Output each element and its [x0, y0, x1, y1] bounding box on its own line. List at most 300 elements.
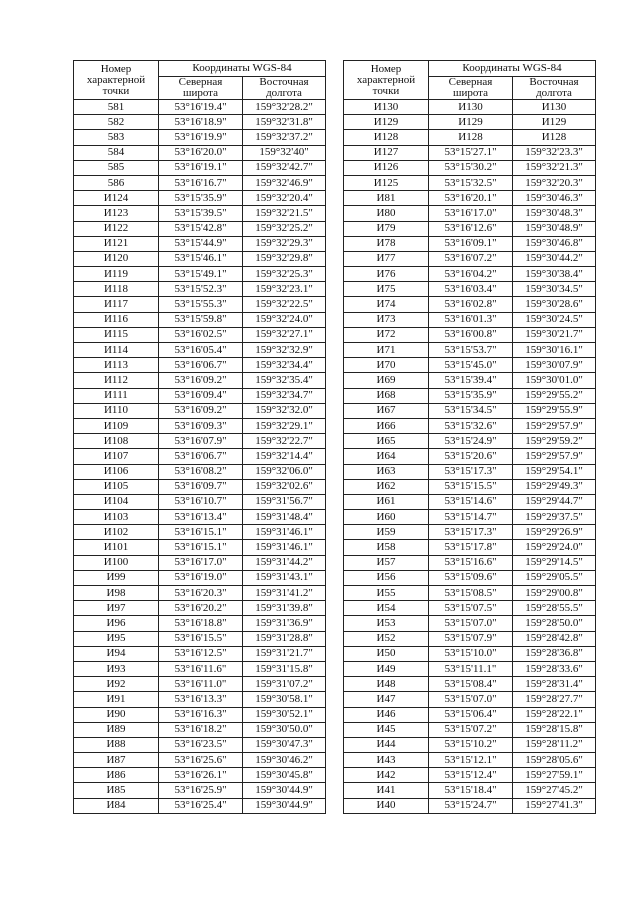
- point-number-cell: И129: [344, 115, 429, 130]
- table-row: [344, 601, 596, 616]
- latitude-cell: 53°15'35.9": [429, 388, 513, 403]
- point-number-cell: И104: [74, 494, 159, 509]
- longitude-header: [513, 77, 596, 100]
- table-row: [74, 737, 326, 752]
- longitude-cell: 159°31'28.8": [243, 631, 326, 646]
- latitude-cell: 53°16'06.7": [159, 358, 243, 373]
- coords-system-header: Координаты WGS-84: [159, 61, 326, 77]
- longitude-cell: 159°31'56.7": [243, 494, 326, 509]
- table-row: [74, 570, 326, 585]
- table-row: [74, 373, 326, 388]
- latitude-cell: 53°15'09.6": [429, 570, 513, 585]
- table-row: [344, 783, 596, 798]
- point-number-cell: 584: [74, 145, 159, 160]
- table-row: [74, 555, 326, 570]
- point-number-cell: И53: [344, 616, 429, 631]
- point-number-cell: И47: [344, 692, 429, 707]
- table-row: [344, 479, 596, 494]
- point-number-cell: И43: [344, 753, 429, 768]
- table-row: [74, 540, 326, 555]
- longitude-cell: 159°29'57.9": [513, 418, 596, 433]
- table-row: [74, 282, 326, 297]
- point-number-cell: И101: [74, 540, 159, 555]
- point-number-cell: И66: [344, 418, 429, 433]
- longitude-cell: 159°32'23.3": [513, 145, 596, 160]
- latitude-cell: 53°15'18.4": [429, 783, 513, 798]
- latitude-header: [429, 77, 513, 100]
- point-number-cell: И41: [344, 783, 429, 798]
- latitude-header-line: Северная: [178, 76, 223, 88]
- table-row: [74, 768, 326, 783]
- longitude-cell: 159°29'00.8": [513, 586, 596, 601]
- point-number-cell: И95: [74, 631, 159, 646]
- table-row: [344, 510, 596, 525]
- table-row: [344, 403, 596, 418]
- table-row: [344, 236, 596, 251]
- latitude-cell: 53°16'16.3": [159, 707, 243, 722]
- longitude-cell: 159°32'14.4": [243, 449, 326, 464]
- longitude-cell: 159°29'55.9": [513, 403, 596, 418]
- point-number-cell: И102: [74, 525, 159, 540]
- table-row: [74, 449, 326, 464]
- point-number-cell: 581: [74, 100, 159, 115]
- longitude-cell: 159°29'37.5": [513, 510, 596, 525]
- latitude-cell: 53°16'13.4": [159, 510, 243, 525]
- longitude-cell: 159°30'48.9": [513, 221, 596, 236]
- table-row: [344, 418, 596, 433]
- longitude-header-line: Восточная: [259, 76, 309, 88]
- longitude-cell: 159°28'15.8": [513, 722, 596, 737]
- table-row: [74, 631, 326, 646]
- table-row: [344, 525, 596, 540]
- longitude-cell: 159°30'46.3": [513, 191, 596, 206]
- longitude-cell: 159°30'46.2": [243, 753, 326, 768]
- table-body-right: [344, 100, 596, 814]
- longitude-cell: 159°32'25.3": [243, 267, 326, 282]
- point-number-cell: И110: [74, 403, 159, 418]
- longitude-cell: 159°28'36.8": [513, 646, 596, 661]
- longitude-cell: 159°32'28.2": [243, 100, 326, 115]
- point-number-cell: И59: [344, 525, 429, 540]
- longitude-cell: 159°32'24.0": [243, 312, 326, 327]
- latitude-cell: 53°16'09.2": [159, 403, 243, 418]
- longitude-cell: 159°28'50.0": [513, 616, 596, 631]
- table-row: [344, 388, 596, 403]
- table-row: [344, 646, 596, 661]
- table-row: [344, 661, 596, 676]
- table-row: [74, 418, 326, 433]
- point-number-cell: И100: [74, 555, 159, 570]
- latitude-cell: 53°16'06.7": [159, 449, 243, 464]
- table-row: [344, 327, 596, 342]
- latitude-cell: 53°16'03.4": [429, 282, 513, 297]
- latitude-cell: 53°16'23.5": [159, 737, 243, 752]
- longitude-cell: 159°29'55.2": [513, 388, 596, 403]
- point-number-cell: И113: [74, 358, 159, 373]
- point-number-cell: И46: [344, 707, 429, 722]
- point-number-cell: И128: [344, 130, 429, 145]
- point-number-cell: И97: [74, 601, 159, 616]
- longitude-cell: 159°32'35.4": [243, 373, 326, 388]
- point-number-cell: И98: [74, 586, 159, 601]
- point-number-cell: И63: [344, 464, 429, 479]
- table-row: [344, 191, 596, 206]
- longitude-cell: 159°32'27.1": [243, 327, 326, 342]
- longitude-cell: 159°29'59.2": [513, 434, 596, 449]
- table-row: [74, 358, 326, 373]
- latitude-cell: 53°15'07.0": [429, 692, 513, 707]
- latitude-cell: 53°15'52.3": [159, 282, 243, 297]
- longitude-cell: 159°32'23.1": [243, 282, 326, 297]
- latitude-cell: 53°15'27.1": [429, 145, 513, 160]
- latitude-cell: 53°16'07.9": [159, 434, 243, 449]
- point-number-cell: 585: [74, 160, 159, 175]
- latitude-cell: И128: [429, 130, 513, 145]
- point-number-cell: 583: [74, 130, 159, 145]
- longitude-cell: 159°32'25.2": [243, 221, 326, 236]
- table-row: [74, 707, 326, 722]
- point-number-cell: И50: [344, 646, 429, 661]
- latitude-cell: 53°16'10.7": [159, 494, 243, 509]
- latitude-cell: 53°16'18.9": [159, 115, 243, 130]
- longitude-cell: 159°30'45.8": [243, 768, 326, 783]
- longitude-cell: 159°29'44.7": [513, 494, 596, 509]
- table-row: [74, 191, 326, 206]
- point-number-cell: И123: [74, 206, 159, 221]
- latitude-cell: 53°16'19.9": [159, 130, 243, 145]
- longitude-cell: 159°32'42.7": [243, 160, 326, 175]
- longitude-cell: 159°30'34.5": [513, 282, 596, 297]
- table-row: [74, 160, 326, 175]
- latitude-cell: 53°16'19.4": [159, 100, 243, 115]
- latitude-cell: 53°15'12.4": [429, 768, 513, 783]
- table-row: [344, 175, 596, 190]
- table-row: [74, 236, 326, 251]
- point-number-cell: И96: [74, 616, 159, 631]
- table-row: [344, 130, 596, 145]
- coordinates-table-left: [73, 60, 326, 814]
- longitude-cell: И130: [513, 100, 596, 115]
- point-number-cell: И84: [74, 798, 159, 813]
- latitude-cell: 53°16'25.6": [159, 753, 243, 768]
- table-row: [74, 403, 326, 418]
- table-row: [344, 160, 596, 175]
- table-row: [74, 145, 326, 160]
- longitude-cell: 159°31'39.8": [243, 601, 326, 616]
- longitude-cell: 159°32'22.5": [243, 297, 326, 312]
- latitude-header: [159, 77, 243, 100]
- longitude-cell: 159°30'28.6": [513, 297, 596, 312]
- latitude-cell: 53°16'09.2": [159, 373, 243, 388]
- point-number-cell: И121: [74, 236, 159, 251]
- point-number-cell: И109: [74, 418, 159, 433]
- point-number-cell: И72: [344, 327, 429, 342]
- point-number-cell: И111: [74, 388, 159, 403]
- longitude-cell: 159°29'49.3": [513, 479, 596, 494]
- latitude-cell: 53°16'09.7": [159, 479, 243, 494]
- point-number-cell: И67: [344, 403, 429, 418]
- longitude-cell: 159°31'21.7": [243, 646, 326, 661]
- longitude-cell: 159°32'22.7": [243, 434, 326, 449]
- latitude-cell: 53°16'17.0": [429, 206, 513, 221]
- point-number-cell: И118: [74, 282, 159, 297]
- latitude-cell: 53°15'06.4": [429, 707, 513, 722]
- table-row: [74, 494, 326, 509]
- table-body-left: [74, 100, 326, 814]
- point-number-cell: И73: [344, 312, 429, 327]
- table-row: [344, 768, 596, 783]
- table-row: [74, 661, 326, 676]
- latitude-cell: 53°15'39.5": [159, 206, 243, 221]
- longitude-cell: 159°32'29.8": [243, 251, 326, 266]
- point-number-cell: И77: [344, 251, 429, 266]
- latitude-cell: 53°16'15.1": [159, 525, 243, 540]
- table-row: [344, 707, 596, 722]
- table-row: [74, 783, 326, 798]
- latitude-cell: 53°16'00.8": [429, 327, 513, 342]
- latitude-cell: 53°15'44.9": [159, 236, 243, 251]
- table-row: [344, 267, 596, 282]
- latitude-cell: 53°16'09.4": [159, 388, 243, 403]
- latitude-cell: 53°15'11.1": [429, 661, 513, 676]
- latitude-header-line: широта: [182, 87, 219, 99]
- longitude-cell: 159°31'07.2": [243, 677, 326, 692]
- latitude-cell: 53°16'13.3": [159, 692, 243, 707]
- latitude-cell: 53°15'14.7": [429, 510, 513, 525]
- longitude-cell: 159°30'47.3": [243, 737, 326, 752]
- table-row: [74, 100, 326, 115]
- latitude-cell: 53°16'04.2": [429, 267, 513, 282]
- point-number-cell: И117: [74, 297, 159, 312]
- latitude-cell: 53°16'12.6": [429, 221, 513, 236]
- latitude-cell: 53°16'16.7": [159, 175, 243, 190]
- coords-system-header: Координаты WGS-84: [429, 61, 596, 77]
- longitude-cell: 159°30'01.0": [513, 373, 596, 388]
- table-row: [344, 570, 596, 585]
- point-number-cell: И64: [344, 449, 429, 464]
- point-number-cell: И122: [74, 221, 159, 236]
- point-number-cell: И119: [74, 267, 159, 282]
- longitude-cell: 159°32'29.1": [243, 418, 326, 433]
- longitude-cell: И129: [513, 115, 596, 130]
- longitude-cell: 159°31'41.2": [243, 586, 326, 601]
- table-row: [344, 206, 596, 221]
- point-number-cell: И45: [344, 722, 429, 737]
- longitude-cell: 159°30'24.5": [513, 312, 596, 327]
- latitude-cell: 53°16'11.0": [159, 677, 243, 692]
- longitude-header: [243, 77, 326, 100]
- longitude-cell: 159°32'40": [243, 145, 326, 160]
- table-row: [74, 586, 326, 601]
- longitude-cell: 159°32'06.0": [243, 464, 326, 479]
- point-number-cell: И71: [344, 343, 429, 358]
- table-row: [344, 464, 596, 479]
- table-row: [74, 175, 326, 190]
- point-number-cell: И78: [344, 236, 429, 251]
- point-number-cell: И74: [344, 297, 429, 312]
- point-number-cell: И120: [74, 251, 159, 266]
- latitude-cell: 53°15'10.0": [429, 646, 513, 661]
- longitude-cell: 159°30'48.3": [513, 206, 596, 221]
- longitude-cell: 159°30'38.4": [513, 267, 596, 282]
- longitude-cell: 159°30'58.1": [243, 692, 326, 707]
- table-row: [344, 251, 596, 266]
- latitude-cell: 53°15'07.5": [429, 601, 513, 616]
- table-row: [74, 479, 326, 494]
- table-row: [74, 297, 326, 312]
- point-number-cell: И106: [74, 464, 159, 479]
- latitude-cell: 53°16'09.1": [429, 236, 513, 251]
- point-number-header: [344, 61, 429, 100]
- longitude-cell: 159°29'05.5": [513, 570, 596, 585]
- table-row: [344, 115, 596, 130]
- longitude-cell: 159°31'44.2": [243, 555, 326, 570]
- table-row: [74, 601, 326, 616]
- table-row: [74, 525, 326, 540]
- latitude-cell: 53°16'25.9": [159, 783, 243, 798]
- longitude-cell: 159°29'57.9": [513, 449, 596, 464]
- longitude-cell: 159°31'48.4": [243, 510, 326, 525]
- longitude-cell: 159°29'14.5": [513, 555, 596, 570]
- point-number-cell: И75: [344, 282, 429, 297]
- point-number-cell: И103: [74, 510, 159, 525]
- latitude-cell: 53°15'08.4": [429, 677, 513, 692]
- latitude-cell: 53°15'49.1": [159, 267, 243, 282]
- latitude-cell: 53°16'26.1": [159, 768, 243, 783]
- point-number-cell: И60: [344, 510, 429, 525]
- latitude-cell: 53°15'07.0": [429, 616, 513, 631]
- latitude-cell: 53°16'12.5": [159, 646, 243, 661]
- point-number-cell: И68: [344, 388, 429, 403]
- latitude-header-line: широта: [452, 87, 489, 99]
- longitude-cell: 159°29'26.9": [513, 525, 596, 540]
- table-row: [74, 692, 326, 707]
- point-number-cell: И114: [74, 343, 159, 358]
- latitude-cell: 53°15'07.9": [429, 631, 513, 646]
- point-number-cell: И90: [74, 707, 159, 722]
- point-number-cell: И91: [74, 692, 159, 707]
- latitude-cell: 53°15'12.1": [429, 753, 513, 768]
- longitude-header-line: Восточная: [529, 76, 579, 88]
- longitude-cell: 159°32'34.7": [243, 388, 326, 403]
- table-row: [344, 737, 596, 752]
- longitude-cell: 159°28'27.7": [513, 692, 596, 707]
- point-number-cell: И80: [344, 206, 429, 221]
- longitude-cell: 159°32'21.3": [513, 160, 596, 175]
- point-header-line: характерной: [86, 73, 146, 86]
- point-number-cell: И81: [344, 191, 429, 206]
- longitude-cell: 159°27'41.3": [513, 798, 596, 813]
- table-row: [74, 510, 326, 525]
- longitude-cell: 159°28'42.8": [513, 631, 596, 646]
- table-row: [344, 297, 596, 312]
- longitude-cell: 159°32'29.3": [243, 236, 326, 251]
- longitude-cell: 159°28'05.6": [513, 753, 596, 768]
- latitude-cell: 53°16'05.4": [159, 343, 243, 358]
- table-row: [74, 722, 326, 737]
- latitude-cell: 53°16'02.5": [159, 327, 243, 342]
- latitude-cell: 53°15'24.7": [429, 798, 513, 813]
- table-row: [344, 358, 596, 373]
- table-row: [74, 677, 326, 692]
- longitude-cell: 159°30'46.8": [513, 236, 596, 251]
- longitude-cell: 159°32'34.4": [243, 358, 326, 373]
- table-row: [74, 434, 326, 449]
- latitude-cell: 53°15'39.4": [429, 373, 513, 388]
- table-row: [344, 753, 596, 768]
- point-number-cell: И44: [344, 737, 429, 752]
- point-number-cell: 586: [74, 175, 159, 190]
- point-number-cell: И127: [344, 145, 429, 160]
- longitude-cell: И128: [513, 130, 596, 145]
- latitude-cell: 53°16'25.4": [159, 798, 243, 813]
- point-number-header: [74, 61, 159, 100]
- table-row: [344, 494, 596, 509]
- latitude-header-line: Северная: [448, 76, 493, 88]
- table-row: [344, 100, 596, 115]
- longitude-cell: 159°31'43.1": [243, 570, 326, 585]
- latitude-cell: 53°16'15.5": [159, 631, 243, 646]
- point-number-cell: И79: [344, 221, 429, 236]
- latitude-cell: 53°15'34.5": [429, 403, 513, 418]
- latitude-cell: 53°15'17.3": [429, 525, 513, 540]
- table-row: [344, 722, 596, 737]
- longitude-cell: 159°32'31.8": [243, 115, 326, 130]
- longitude-cell: 159°32'46.9": [243, 175, 326, 190]
- latitude-cell: 53°16'02.8": [429, 297, 513, 312]
- latitude-cell: 53°16'20.3": [159, 586, 243, 601]
- table-row: [344, 312, 596, 327]
- latitude-cell: 53°15'07.2": [429, 722, 513, 737]
- point-number-cell: И112: [74, 373, 159, 388]
- latitude-cell: 53°15'30.2": [429, 160, 513, 175]
- latitude-cell: 53°15'55.3": [159, 297, 243, 312]
- longitude-cell: 159°27'59.1": [513, 768, 596, 783]
- longitude-cell: 159°32'32.0": [243, 403, 326, 418]
- point-number-cell: И56: [344, 570, 429, 585]
- table-row: [74, 327, 326, 342]
- table-row: [74, 753, 326, 768]
- point-number-cell: И130: [344, 100, 429, 115]
- latitude-cell: 53°15'20.6": [429, 449, 513, 464]
- point-number-cell: И125: [344, 175, 429, 190]
- point-number-cell: И49: [344, 661, 429, 676]
- table-row: [74, 115, 326, 130]
- latitude-cell: И129: [429, 115, 513, 130]
- table-row: [344, 586, 596, 601]
- point-number-cell: 582: [74, 115, 159, 130]
- point-number-cell: И94: [74, 646, 159, 661]
- latitude-cell: 53°16'19.0": [159, 570, 243, 585]
- latitude-cell: 53°15'08.5": [429, 586, 513, 601]
- table-row: [74, 221, 326, 236]
- table-row: [344, 145, 596, 160]
- table-row: [344, 555, 596, 570]
- point-number-cell: И107: [74, 449, 159, 464]
- point-number-cell: И116: [74, 312, 159, 327]
- longitude-cell: 159°31'15.8": [243, 661, 326, 676]
- table-row: [74, 388, 326, 403]
- point-number-cell: И40: [344, 798, 429, 813]
- point-number-cell: И58: [344, 540, 429, 555]
- latitude-cell: 53°16'11.6": [159, 661, 243, 676]
- table-row: [344, 282, 596, 297]
- latitude-cell: 53°15'16.6": [429, 555, 513, 570]
- longitude-cell: 159°28'22.1": [513, 707, 596, 722]
- point-number-cell: И86: [74, 768, 159, 783]
- point-number-cell: И124: [74, 191, 159, 206]
- latitude-cell: 53°15'17.8": [429, 540, 513, 555]
